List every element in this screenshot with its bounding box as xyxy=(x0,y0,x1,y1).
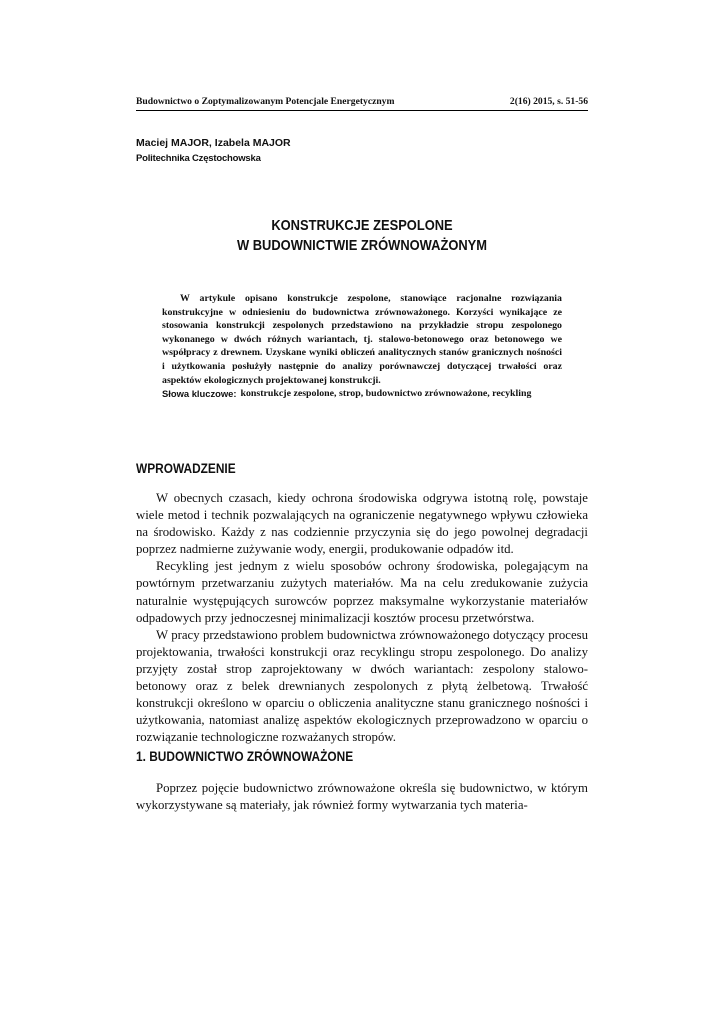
section-body-1 xyxy=(136,780,588,814)
journal-name: Budownictwo o Zoptymalizowanym Potencjale Energetycznym xyxy=(136,96,395,107)
paper-title xyxy=(168,216,557,256)
paragraph: Recykling jest jednym z wielu sposobów ochrony środowiska, polegającym na powtórnym przetwarzaniu zużytych materiałów. Ma na celu zredukowanie zużycia naturalnie występujących surowców poprzez maksymalne wykorzystanie materiałów odpadowych przy jednoczesnej minimalizacji kosztów procesu przetwórstwa. xyxy=(136,559,588,625)
section-body-intro xyxy=(136,490,588,746)
paragraph: Poprzez pojęcie budownictwo zrównoważone określa się budownictwo, w którym wykorzystywane są materiały, jak również formy wytwarzania tych materia- xyxy=(136,781,588,813)
title-line-2: W BUDOWNICTWIE ZRÓWNOWAŻONYM xyxy=(236,237,488,254)
issue-info: 2(16) 2015, s. 51-56 xyxy=(509,96,588,107)
abstract: W artykule opisano konstrukcje zespolone, stanowiące racjonalne rozwiązania konstrukcyjne w odniesieniu do budownictwa zrównoważonego. Korzyści wynikające ze stosowania konstrukcji zespolonych przedstawiono na przykładzie stropu zespolonego wykonanego w dwóch różnych wariantach, tj. stalowo-betonowego oraz betonowego we współpracy z drewnem. Uzyskane wyniki obliczeń analitycznych stanów granicznych nośności i użytkowania posłużyły następnie do analizy porównawczej dotyczącej trwałości oraz aspektów ekologicznych projektowanej konstrukcji. xyxy=(162,293,562,386)
running-header xyxy=(136,96,588,107)
affiliation: Politechnika Częstochowska xyxy=(136,153,261,164)
section-heading-1: 1. BUDOWNICTWO ZRÓWNOWAŻONE xyxy=(136,749,354,764)
paragraph: W obecnych czasach, kiedy ochrona środowiska odgrywa istotną rolę, powstaje wiele metod i technik pozwalających na ograniczenie negatywnego wpływu człowieka na środowisko. Każdy z nas codziennie przyczynia się do jego powolnej degradacji poprzez nadmierne zużywanie wody, energii, produkowanie odpadów itd. xyxy=(136,491,588,557)
paragraph: W pracy przedstawiono problem budownictwa zrównoważonego dotyczący procesu projektowania, trwałości konstrukcji oraz recyklingu stropu zespolonego. Do analizy przyjęty został strop zaprojektowany w dwóch wariantach: zespolony stalowo-betonowy oraz z belek drewnianych zespolonych z płytą żelbetową. Trwałość konstrukcji określono w oparciu o obliczenia analityczne stanu granicznego nośności i użytkowania, natomiast analizę aspektów ekologicznych przeprowadzono w oparciu o rozwiązanie technologiczne rozważanych stropów. xyxy=(136,627,588,745)
keywords-text: konstrukcje zespolone, strop, budownictwo zrównoważone, recykling xyxy=(240,388,532,399)
title-line-1: KONSTRUKCJE ZESPOLONE xyxy=(271,217,453,234)
section-heading-intro: WPROWADZENIE xyxy=(136,461,236,476)
keywords-label: Słowa kluczowe: xyxy=(162,388,237,399)
header-rule xyxy=(136,110,588,111)
authors: Maciej MAJOR, Izabela MAJOR xyxy=(136,137,291,149)
keywords xyxy=(162,387,562,401)
